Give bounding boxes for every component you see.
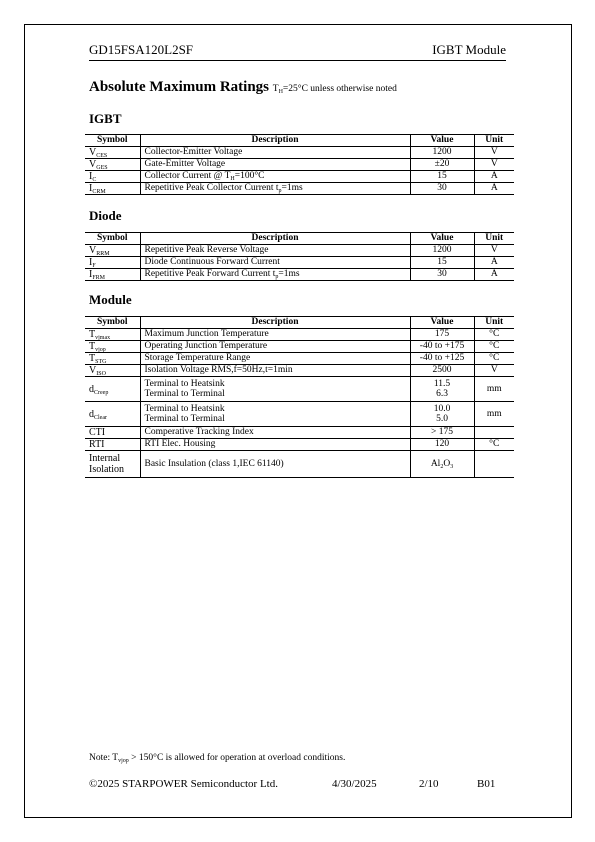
table-row: $I_{CRM}$ Repetitive Peak Collector Current $t_p=1ms$ 30 A [85,183,514,195]
part-number: GD15FSA120L2SF [89,42,194,57]
col-value: Value [410,135,474,147]
table-header-row: Symbol Description Value Unit [85,317,514,329]
col-description: Description [140,135,410,147]
table-row: $T_{vjmax}$ Maximum Junction Temperature 175 °C [85,329,514,341]
table-row: CTI Comperative Tracking Index > 175 [85,427,514,439]
table-row: $I_{FRM}$ Repetitive Peak Forward Current $t_p=1ms$ 30 A [85,269,514,281]
table-row: $I_F$ Diode Continuous Forward Current 15 A [85,257,514,269]
table-row: $T_{vjop}$ Operating Junction Temperature -40 to +175 °C [85,341,514,353]
footer-page: 2/10 [419,778,439,790]
section-title: Absolute Maximum Ratings $T_H=25^\circ C$ unless otherwise noted [89,79,397,95]
table-row: $V_{CES}$ Collector-Emitter Voltage 1200 V [85,147,514,159]
table-row: $V_{ISO}$ Isolation Voltage RMS,f=50Hz,t=1min 2500 V [85,365,514,377]
table-row-insulation: Internal Isolation Basic Insulation (class 1,IEC 61140) $Al_2O_3$ [85,451,514,478]
table-row-creepage: $d_{Creep}$ Terminal to Heatsink Terminal to Terminal 11.5 6.3 mm [85,377,514,402]
module-table [85,316,514,478]
page-header [89,42,506,61]
table-row-clearance: $d_{Clear}$ Terminal to Heatsink Terminal to Terminal 10.0 5.0 mm [85,402,514,427]
title-condition: $T_H=25^\circ C$ unless otherwise noted [272,84,397,95]
col-unit: Unit [474,135,514,147]
footer-copyright: ©2025 STARPOWER Semiconductor Ltd. [89,778,278,790]
igbt-heading: IGBT [89,111,122,126]
footnote: Note: $T_{vjop} > 150^\circ C$ is allowed for operation at overload conditions. [89,753,346,764]
footer-revision: B01 [477,778,496,790]
diode-heading: Diode [89,208,122,223]
table-row: $V_{RRM}$ Repetitive Peak Reverse Voltage 1200 V [85,245,514,257]
table-header-row: Symbol Description Value Unit [85,233,514,245]
footer-date: 4/30/2025 [332,778,377,790]
table-row: $V_{GES}$ Gate-Emitter Voltage ±20 V [85,159,514,171]
igbt-table [85,134,514,195]
table-row: $T_{STG}$ Storage Temperature Range -40 to +125 °C [85,353,514,365]
table-header-row [85,135,514,147]
col-symbol: Symbol [85,135,140,147]
module-heading: Module [89,292,132,307]
table-row: $I_C$ Collector Current @ $T_H=100^\circ C$ 15 A [85,171,514,183]
diode-table [85,232,514,281]
product-type: IGBT Module [432,42,506,57]
table-row: RTI RTI Elec. Housing 120 °C [85,439,514,451]
